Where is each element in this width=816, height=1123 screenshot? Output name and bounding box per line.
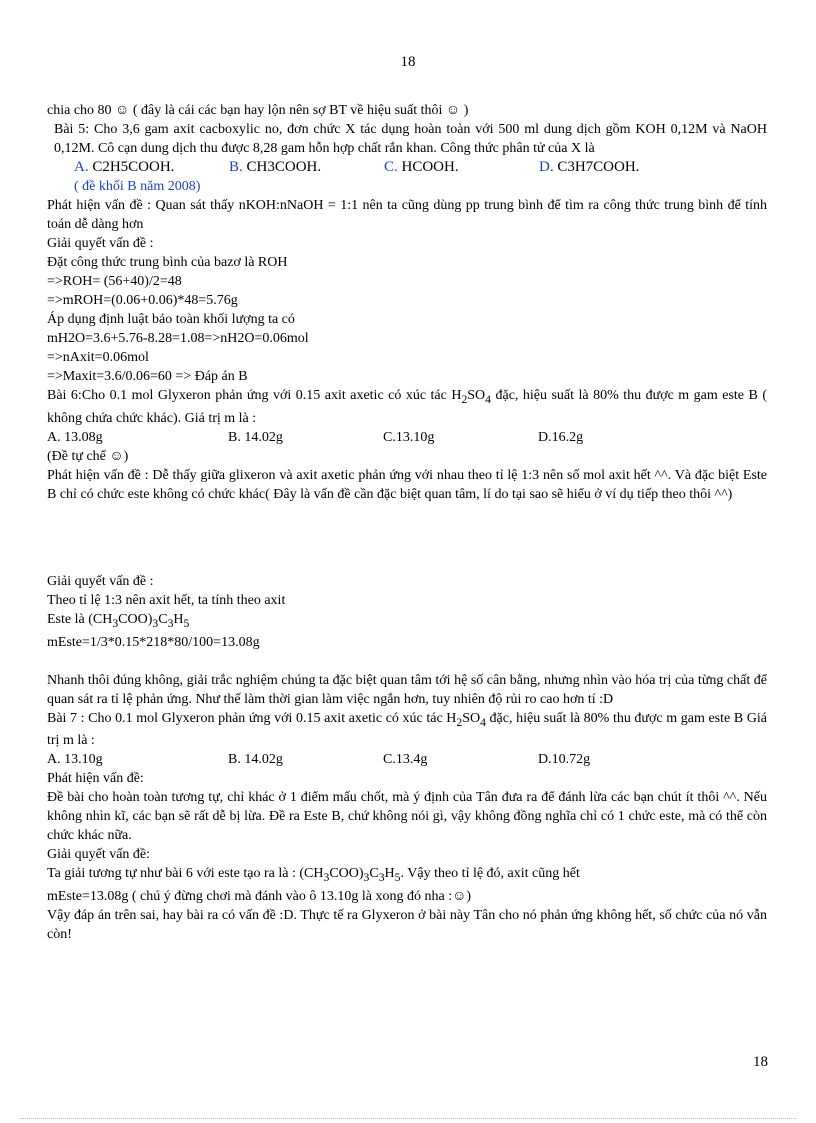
bai6-question: Bài 6:Cho 0.1 mol Glyxeron phản ứng với 0.15 axit axetic có xúc tác $H_2SO_4$ đặc, hiệu suất là 80% thu được m gam este B ( không chứa chức khác). Giá trị m là : — [47, 388, 767, 426]
bai6-answer-a: A. 13.08g — [47, 429, 103, 445]
bai7-discovery-title: Phát hiện vấn đề: — [47, 771, 144, 787]
bai7-question: Bài 7 : Cho 0.1 mol Glyxeron phản ứng với 0.15 axit axetic có xúc tác $H_2SO_4$ đặc, hiệu suất là 80% thu được m gam este B Giá trị m là : — [47, 710, 767, 749]
bai6-discovery: Phát hiện vấn đề : Dễ thấy giữa glixeron và axit axetic phản ứng với nhau theo tỉ lệ 1:3 nên số mol axit hết ^^. Và đặc biệt Este B chỉ có chức este không có chức khác( Đây là vấn đề cần đặc biệt quan tâm, lí do tại sao sẽ hiểu ở ví dụ tiếp theo thôi ^^) — [47, 467, 767, 502]
bai7-discovery: Đề bài cho hoàn toàn tương tự, chỉ khác ở 1 điểm mấu chốt, mà ý định của Tân đưa ra để đánh lừa các bạn chút ít thôi ^^. Nếu không nhìn kĩ, các bạn sẽ rất dễ bị lừa. Đề ra Este B, chứ không nói gì, vậy không đồng nghĩa chỉ có 1 chức este, mà có thể còn chức khác nữa. — [47, 790, 767, 844]
bai5-option-d: D. C3H7COOH. — [539, 159, 640, 175]
bai7-answer-c: C.13.4g — [383, 752, 428, 768]
bai6-solve-3: mEste=1/3*0.15*218*80/100=13.08g — [47, 634, 260, 650]
bai7-answer-b: B. 14.02g — [228, 752, 283, 768]
bai5-source: ( đề khối B năm 2008) — [74, 179, 201, 194]
bai5-line-6: mH2O=3.6+5.76-8.28=1.08=>nH2O=0.06mol — [47, 331, 309, 346]
bottom-dotted-rule — [20, 1118, 796, 1119]
bai5-line-5: Áp dụng định luật bảo toàn khối lượng ta có — [47, 312, 295, 327]
bai7-conclusion: Vậy đáp án trên sai, hay bài ra có vấn đề :D. Thực tế ra Glyxeron ở bài này Tân cho nó phản ứng không hết, số chức của nó vẫn còn! — [47, 908, 767, 943]
bai5-line-2: Đặt công thức trung bình của bazơ là ROH — [47, 255, 288, 270]
bai6-answer-c: C.13.10g — [383, 429, 435, 445]
bai6-comment: Nhanh thôi đúng không, giải trắc nghiệm chúng ta đặc biệt quan tâm tới hệ số cân bằng, nhưng nhìn vào hóa trị của từng chất để quan sát ra tỉ lệ phản ứng. Như thế làm thời gian làm việc ngắn hơn, tuy nhiên độ rủi ro cao hơn tí :D — [47, 672, 767, 707]
bai5-option-c: C. HCOOH. — [384, 159, 459, 175]
document-body — [47, 101, 767, 944]
bai7-solve-title: Giải quyết vấn đề: — [47, 847, 151, 863]
bai5-line-4: =>mROH=(0.06+0.06)*48=5.76g — [47, 293, 238, 308]
bai5-line-1: Giải quyết vấn đề : — [47, 236, 154, 251]
bai6-solve-1: Theo tỉ lệ 1:3 nên axit hết, ta tính theo axit — [47, 592, 286, 608]
bai5-question: Bài 5: Cho 3,6 gam axit cacboxylic no, đơn chức X tác dụng hoàn toàn với 500 ml dung dịch gồm KOH 0,12M và NaOH 0,12M. Cô cạn dung dịch thu được 8,28 gam hỗn hợp chất rắn khan. Công thức phân tử của X là — [54, 122, 767, 156]
page-number-top: 18 — [400, 54, 416, 70]
bai6-source: (Đề tự chế ☺) — [47, 448, 129, 464]
bai7-answer-d: D.10.72g — [538, 752, 591, 768]
bai5-option-a: A. C2H5COOH. — [74, 159, 175, 175]
bai6-answers — [47, 428, 767, 447]
bai7-solve-1: Ta giải tương tự như bài 6 với este tạo ra là : $(CH_3COO)_3C_3H_5$. Vậy theo tỉ lệ đó, axit cũng hết — [47, 866, 580, 885]
bai6-solve-title: Giải quyết vấn đề : — [47, 573, 154, 589]
bai5-options — [47, 158, 767, 177]
bai5-option-b: B. CH3COOH. — [229, 159, 322, 175]
bai7-solve-2: mEste=13.08g ( chú ý đừng chơi mà đánh vào ô 13.10g là xong đó nha :☺) — [47, 889, 472, 905]
bai7-answer-a: A. 13.10g — [47, 752, 103, 768]
bai6-answer-b: B. 14.02g — [228, 429, 283, 445]
bai6-este-formula: Este là $(CH_3COO)_3C_3H_5$ — [47, 611, 190, 630]
bai5-line-8: =>Maxit=3.6/0.06=60 => Đáp án B — [47, 369, 248, 384]
bai5-line-7: =>nAxit=0.06mol — [47, 350, 149, 365]
bai5-line-0: Phát hiện vấn đề : Quan sát thấy nKOH:nNaOH = 1:1 nên ta cũng dùng pp trung bình để tìm ra công thức trung bình để tính toán dễ dàng hơn — [47, 198, 767, 232]
bai5-line-3: =>ROH= (56+40)/2=48 — [47, 274, 182, 289]
intro-line: chia cho 80 ☺ ( đây là cái các bạn hay lộn nên sợ BT về hiệu suất thôi ☺ ) — [47, 103, 469, 118]
bai7-answers — [47, 750, 767, 769]
bai6-answer-d: D.16.2g — [538, 429, 584, 445]
page-number-bottom: 18 — [753, 1054, 768, 1070]
